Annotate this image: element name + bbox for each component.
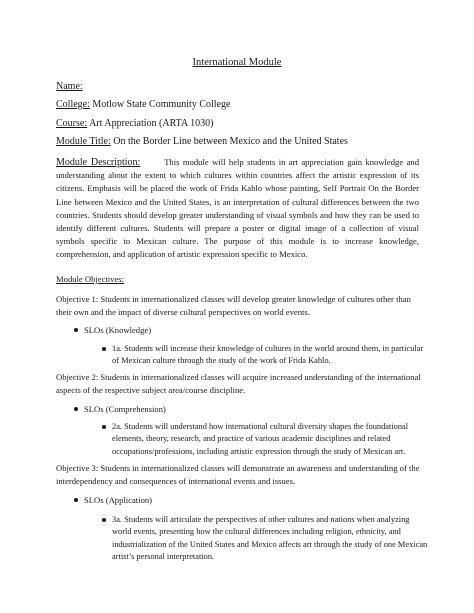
module-description bbox=[56, 156, 419, 262]
slo-label: SLOs (Knowledge) bbox=[84, 325, 152, 335]
description-label: Module Description: bbox=[56, 157, 141, 168]
objective-2-slo-item bbox=[104, 421, 429, 458]
bullet-icon bbox=[102, 347, 106, 351]
slo-label: SLOs (Application) bbox=[84, 495, 153, 505]
objectives-heading: Module Objectives: bbox=[56, 274, 125, 284]
module-title-label: Module Title: bbox=[56, 136, 111, 147]
document-title: International Module bbox=[192, 57, 282, 68]
course-label: Course: bbox=[56, 118, 88, 129]
slo-text: 1a. Students will increase their knowledge of cultures in the world around them, in particular of Mexican culture through the study of the work of Frida Kahlo. bbox=[112, 344, 424, 366]
module-title-value: On the Border Line between Mexico and the United States bbox=[113, 136, 348, 147]
college-label: College: bbox=[56, 99, 90, 110]
bullet-icon bbox=[74, 328, 78, 332]
college-value: Motlow State Community College bbox=[92, 99, 231, 110]
objective-3-slo-item bbox=[104, 514, 429, 564]
objective-1: Objective 1: Students in internationalized classes will develop greater knowledge of cultures other than their own and the impact of diverse cultural perspectives on world events. bbox=[56, 294, 411, 317]
bullet-icon bbox=[102, 518, 106, 522]
name-field bbox=[56, 81, 83, 92]
slo-text: 3a. Students will articulate the perspectives of other cultures and nations when analyzing world events, presenting how the cultural differences including religion, ethnicity, and industrialization of the United States and Mexico affects art through the study of one Mexican artist’s personal interpretation. bbox=[112, 515, 428, 562]
slo-label: SLOs (Comprehension) bbox=[84, 404, 166, 414]
slo-text: 2a. Students will understand how international cultural diversity shapes the foundational elements, theory, research, and practice of various academic disciplines and related occupations/professions, including artistic expression through the study of Mexican art. bbox=[112, 422, 409, 456]
objective-3: Objective 3: Students in internationalized classes will demonstrate an awareness and understanding of the interdependency and consequences of international events and issues. bbox=[56, 463, 420, 486]
bullet-icon bbox=[74, 407, 78, 411]
objective-2: Objective 2: Students in internationalized classes will acquire increased understanding of the international aspects of the respective subject area/course discipline. bbox=[56, 372, 421, 395]
objective-1-slo-item bbox=[104, 343, 429, 368]
bullet-icon bbox=[74, 498, 78, 502]
bullet-icon bbox=[102, 425, 106, 429]
name-label: Name: bbox=[56, 81, 83, 92]
course-field bbox=[56, 118, 213, 129]
college-field bbox=[56, 99, 230, 110]
module-title-field bbox=[56, 136, 348, 147]
course-value: Art Appreciation (ARTA 1030) bbox=[89, 118, 214, 129]
description-text: This module will help students in art appreciation gain knowledge and understanding about the extent to which cultures within countries affect the artistic expression of its citizens. Emphasis will be placed the work of Frida Kahlo whose painting, Self Portrait On the Border Line between Mexico and the United States, is an interpretation of cultural differences between the two countries. Students should develop greater understanding of visual symbols and how they can be used to identify different cultures. Students will prepare a poster or digital image of a collection of visual symbols specific to Mexican culture. The purpose of this module is to increase knowledge, comprehension, and application of artistic expression specific to Mexico. bbox=[56, 157, 419, 260]
